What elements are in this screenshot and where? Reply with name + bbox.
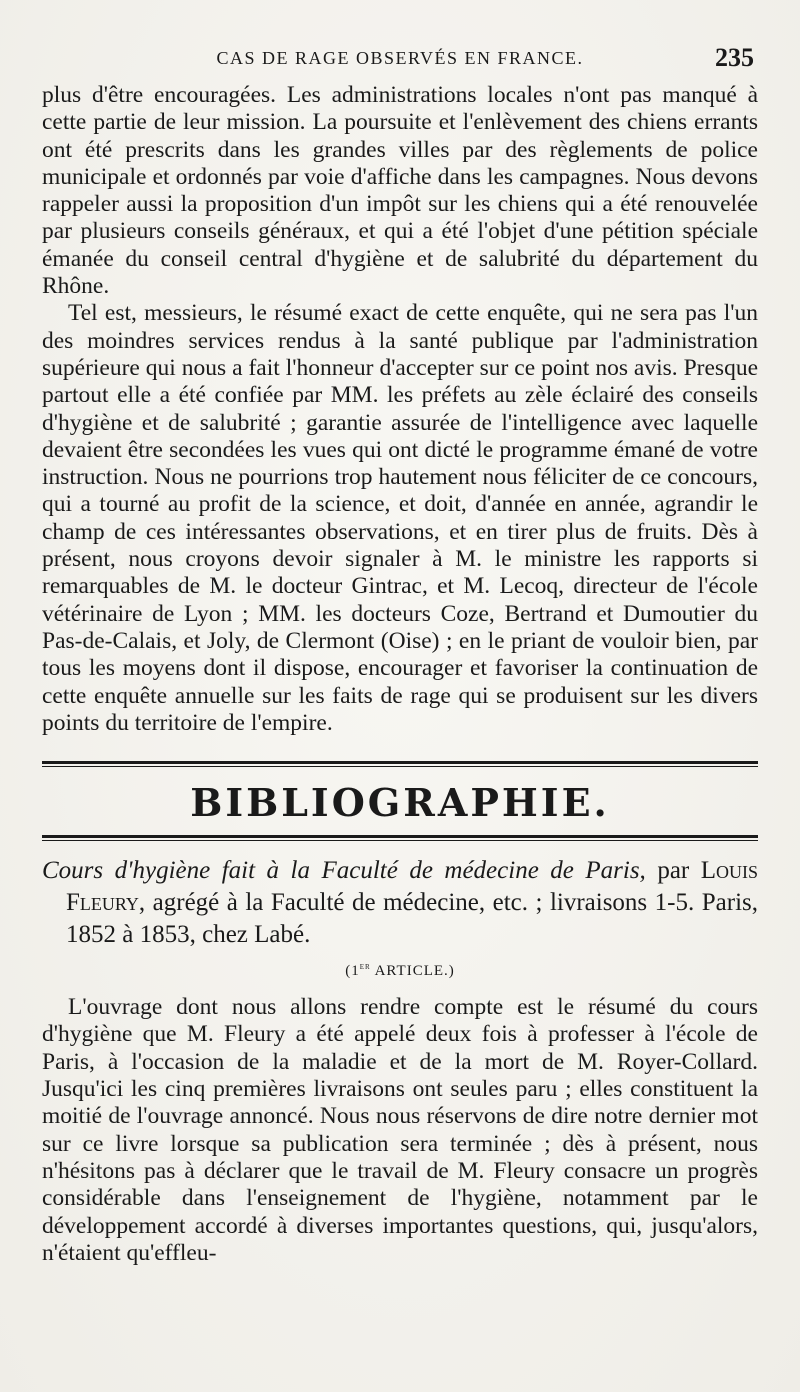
book-reference: [42, 855, 758, 951]
book-author: Louis Fleury,: [66, 857, 759, 917]
paragraph-2: Tel est, messieurs, le résumé exact de cette enquête, qui ne sera pas l'un des moindres services rendus à la santé publique par l'administration supérieure qui nous a fait l'honneur d'accepter sur ce point nos avis. Presque partout elle a été confiée par MM. les préfets au zèle éclairé des conseils d'hygiène et de salubrité ; garantie assurée de l'intelligence avec laquelle devaient être secondées les vues qui ont dicté le programme émané de votre instruction. Nous ne pourrions trop hautement nous féliciter de ce concours, qui a tourné au profit de la science, et doit, d'année en année, agrandir le champ de ces intéressantes observations, et en tirer plus de fruits. Dès à présent, nous croyons devoir signaler à M. le ministre les rapports si remarquables de M. le docteur Gintrac, et M. Lecoq, directeur de l'école vétérinaire de Lyon ; MM. les docteurs Coze, Bertrand et Dumoutier du Pas-de-Calais, et Joly, de Clermont (Oise) ; en le priant de vouloir bien, par tous les moyens dont il dispose, encourager et favoriser la continuation de cette enquête annuelle sur les faits de rage qui se produisent sur les divers points du territoire de l'empire.: [42, 300, 758, 736]
article-marker: [42, 961, 758, 980]
article-marker-open: (1: [345, 963, 360, 980]
running-title: CAS DE RAGE OBSERVÉS EN FRANCE.: [216, 48, 584, 68]
running-head: [42, 38, 758, 78]
section-bottom-rule: [42, 835, 758, 841]
body-text: [42, 82, 758, 737]
paragraph-1: plus d'être encouragées. Les administrations locales n'ont pas manqué à cette partie de leur mission. La poursuite et l'enlèvement des chiens errants ont été prescrits dans les grandes villes par des règlements de police municipale et ordonnés par voie d'affiche dans les campagnes. Nous devons rappeler aussi la proposition d'un impôt sur les chiens qui a été renouvelée par plusieurs conseils généraux, et qui a été l'objet d'une pétition spéciale émanée du conseil central d'hygiène et de salubrité du département du Rhône.: [42, 82, 758, 300]
review-paragraph-1: L'ouvrage dont nous allons rendre compte est le résumé du cours d'hygiène que M. Fleury a été appelé deux fois à professer à l'école de Paris, à l'occasion de la maladie et de la mort de M. Royer-Collard. Jusqu'ici les cinq premières livraisons ont seules paru ; elles constituent la moitié de l'ouvrage annoncé. Nous nous réservons de dire notre dernier mot sur ce livre lorsque sa publication sera terminée ; dès à présent, nous n'hésitons pas à déclarer que le travail de M. Fleury consacre un progrès considérable dans l'enseignement de l'hygiène, notamment par le développement accordé à diverses importantes questions, qui, jusqu'alors, n'étaient qu'effleu-: [42, 994, 758, 1266]
review-text: [42, 994, 758, 1267]
book-title: Cours d'hygiène fait à la Faculté de médecine de Paris,: [42, 857, 646, 885]
book-details: agrégé à la Faculté de médecine, etc. ; livraisons 1-5. Paris, 1852 à 1853, chez Labé.: [66, 889, 758, 949]
article-marker-close: ARTICLE.): [370, 963, 455, 980]
section-title: BIBLIOGRAPHIE.: [190, 780, 610, 826]
section-top-rule: [42, 761, 758, 767]
page-number: 235: [715, 43, 754, 72]
article-marker-sup: er: [359, 961, 371, 973]
book-by: par: [657, 857, 690, 885]
